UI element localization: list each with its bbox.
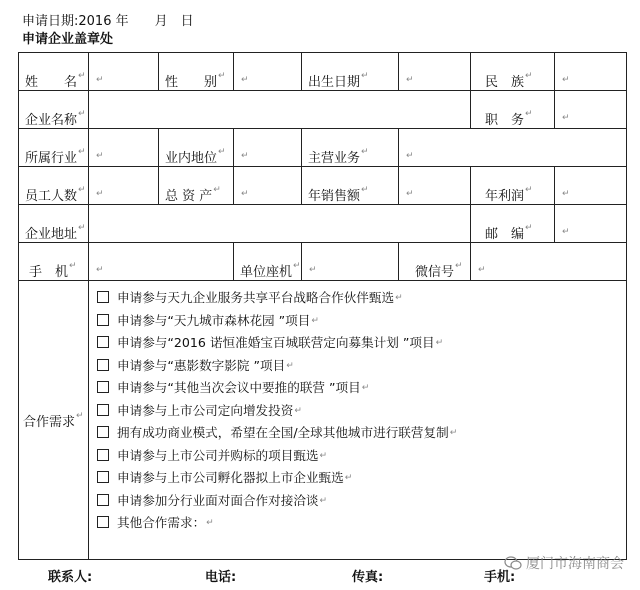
industry-label: 所属行业↵ [19, 129, 89, 167]
watermark: 厦门市海南商会 [504, 553, 624, 573]
option-row[interactable]: 申请参与上市公司定向增发投资↵ [97, 400, 618, 423]
office-phone-label: 单位座机↵ [234, 243, 302, 281]
company-name-label: 企业名称↵ [19, 91, 89, 129]
employees-field[interactable]: ↵ [89, 167, 159, 205]
postcode-field[interactable]: ↵ [555, 205, 627, 243]
employees-label: 员工人数↵ [19, 167, 89, 205]
option-row[interactable]: 申请参与上市公司并购标的项目甄选↵ [97, 445, 618, 468]
wechat-label: 微信号↵ [399, 243, 471, 281]
apply-date-label: 申请日期:2016 年 月 日 [22, 14, 194, 29]
option-row[interactable]: 其他合作需求：↵ [97, 512, 618, 535]
option-row[interactable]: 拥有成功商业模式，希望在全国/全球其他城市进行联营复制↵ [97, 422, 618, 445]
company-seal-label: 申请企业盖章处 [22, 32, 114, 47]
option-row[interactable]: 申请参与上市公司孵化器拟上市企业甄选↵ [97, 467, 618, 490]
cooperation-label: 合作需求↵ [19, 281, 89, 560]
fax-label: 传真: [352, 570, 384, 585]
annual-profit-field[interactable]: ↵ [555, 167, 627, 205]
option-row[interactable]: 申请参加分行业面对面合作对接洽谈↵ [97, 490, 618, 513]
wechat-field[interactable]: ↵ [471, 243, 627, 281]
annual-profit-label: 年利润↵ [471, 167, 555, 205]
birthdate-label: 出生日期↵ [302, 53, 399, 91]
company-name-field[interactable] [89, 91, 471, 129]
address-label: 企业地址↵ [19, 205, 89, 243]
phone-label: 电话: [205, 570, 237, 585]
checkbox[interactable] [97, 359, 109, 371]
address-field[interactable] [89, 205, 471, 243]
birthdate-field[interactable]: ↵ [399, 53, 471, 91]
checkbox[interactable] [97, 516, 109, 528]
annual-sales-label: 年销售额↵ [302, 167, 399, 205]
checkbox[interactable] [97, 381, 109, 393]
checkbox[interactable] [97, 291, 109, 303]
checkbox[interactable] [97, 404, 109, 416]
option-row[interactable]: 申请参与“其他当次会议中要推的联营 ”项目↵ [97, 377, 618, 400]
main-business-label: 主营业务↵ [302, 129, 399, 167]
gender-field[interactable]: ↵ [234, 53, 302, 91]
industry-field[interactable]: ↵ [89, 129, 159, 167]
checkbox[interactable] [97, 336, 109, 348]
checkbox[interactable] [97, 471, 109, 483]
ethnicity-field[interactable]: ↵ [555, 53, 627, 91]
footer-mobile-label: 手机: [484, 570, 516, 585]
option-row[interactable]: 申请参与“2016 诺恒准婚宝百城联营定向募集计划 ”项目↵ [97, 332, 618, 355]
ethnicity-label: 民 族↵ [471, 53, 555, 91]
total-assets-label: 总 资 产↵ [159, 167, 234, 205]
annual-sales-field[interactable]: ↵ [399, 167, 471, 205]
office-phone-field[interactable]: ↵ [302, 243, 399, 281]
contact-label: 联系人: [48, 570, 93, 585]
cooperation-options [89, 281, 627, 560]
option-row[interactable]: 申请参与“天九城市森林花园 ”项目↵ [97, 310, 618, 333]
position-label: 职 务↵ [471, 91, 555, 129]
mobile-label: 手 机↵ [19, 243, 89, 281]
total-assets-field[interactable]: ↵ [234, 167, 302, 205]
postcode-label: 邮 编↵ [471, 205, 555, 243]
name-label: 姓 名↵ [19, 53, 89, 91]
industry-status-field[interactable]: ↵ [234, 129, 302, 167]
industry-status-label: 业内地位↵ [159, 129, 234, 167]
checkbox[interactable] [97, 426, 109, 438]
checkbox[interactable] [97, 449, 109, 461]
name-field[interactable]: ↵ [89, 53, 159, 91]
checkbox[interactable] [97, 314, 109, 326]
application-form-table [18, 52, 627, 560]
option-row[interactable]: 申请参与“惠影数字影院 ”项目↵ [97, 355, 618, 378]
main-business-field[interactable]: ↵ [399, 129, 627, 167]
mobile-field[interactable]: ↵ [89, 243, 234, 281]
position-field[interactable]: ↵ [555, 91, 627, 129]
gender-label: 性 别↵ [159, 53, 234, 91]
option-row[interactable]: 申请参与天九企业服务共享平台战略合作伙伴甄选↵ [97, 287, 618, 310]
checkbox[interactable] [97, 494, 109, 506]
